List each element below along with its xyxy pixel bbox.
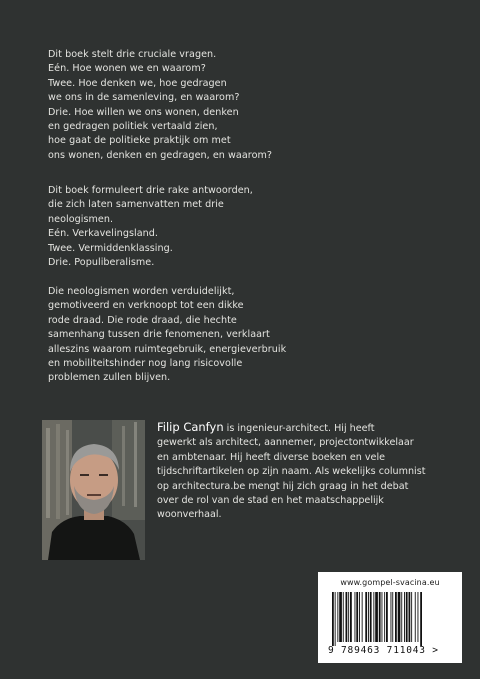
text-line: Eén. Hoe wonen we en waarom?: [48, 63, 206, 75]
bio-text: tijdschriftartikelen op zijn naam. Als wekelijks columnist: [157, 466, 426, 478]
isbn-digits: 9 789463 711043 >: [328, 645, 439, 656]
text-line: Eén. Verkavelingsland.: [48, 228, 159, 240]
bio-text: en ambtenaar. Hij heeft diverse boeken en vele: [157, 451, 386, 463]
intro-paragraph: [48, 48, 428, 163]
barcode-bar: [401, 592, 402, 642]
text-line: Twee. Vermiddenklassing.: [48, 242, 173, 254]
bio-first-line: [157, 420, 447, 436]
barcode-bar: [406, 592, 408, 642]
text-line: en gedragen politiek vertaald zien,: [48, 121, 218, 133]
barcode-bar: [355, 592, 356, 642]
author-portrait-svg: [42, 420, 145, 560]
text-line: Twee. Hoe denken we, hoe gedragen: [48, 77, 227, 89]
bio-text: woonverhaal.: [157, 509, 222, 521]
text-line: hoe gaat de politieke praktijk om met: [48, 135, 231, 147]
barcode-bar: [379, 592, 381, 642]
answers-paragraph: [48, 184, 428, 270]
barcode-bar: [415, 592, 416, 642]
barcode-bar: [356, 592, 358, 642]
barcode-bar: [409, 592, 411, 642]
text-line: alleszins waarom ruimtegebruik, energieverbruik: [48, 343, 287, 355]
barcode-bar: [368, 592, 369, 642]
text-line: Dit boek formuleert drie rake antwoorden,: [48, 185, 253, 196]
barcode-bar: [350, 592, 352, 642]
author-bio: [157, 420, 447, 523]
author-portrait-icon: [42, 420, 145, 560]
bio-text: over de rol van de stad en het maatschappelijk: [157, 495, 384, 507]
explanation-paragraph: [48, 285, 428, 386]
barcode-bar: [332, 592, 334, 646]
publisher-url: www.gompel-svacina.eu: [340, 578, 440, 587]
text-line: samenhang tussen drie fenomenen, verklaart: [48, 329, 270, 341]
barcode-bar: [375, 592, 378, 642]
barcode-bar: [392, 592, 393, 642]
barcode-bar: [370, 592, 372, 642]
text-line: problemen zullen blijven.: [48, 372, 171, 384]
text-line: en mobiliteitshinder nog lang risicovolle: [48, 358, 243, 370]
barcode-bar: [395, 592, 397, 642]
barcode-bar: [359, 592, 360, 642]
barcode-bar: [362, 592, 363, 642]
barcode-bar: [382, 592, 383, 642]
barcode-bar: [373, 592, 374, 642]
bio-text: op architectura.be mengt hij zich graag in het debat: [157, 480, 409, 492]
barcode-bar: [384, 592, 385, 642]
text-line: Die neologismen worden verduidelijkt,: [48, 286, 235, 297]
text-line: we ons in de samenleving, en waarom?: [48, 92, 240, 104]
barcode-bar: [365, 592, 367, 642]
text-line: Drie. Hoe willen we ons wonen, denken: [48, 106, 239, 118]
barcode-bar: [411, 592, 412, 642]
author-name: Filip Canfyn: [157, 420, 224, 434]
barcode-bar: [391, 592, 392, 642]
barcode-bar: [335, 592, 336, 646]
text-line: neologismen.: [48, 213, 114, 225]
barcode-bar: [343, 592, 344, 642]
barcode-bar: [339, 592, 342, 642]
barcode-bar: [404, 592, 405, 642]
barcode-bar: [418, 592, 419, 642]
barcode-bar: [398, 592, 401, 642]
barcode-bar: [386, 592, 388, 642]
text-line: ons wonen, denken en gedragen, en waarom?: [48, 149, 273, 161]
barcode-bar: [348, 592, 349, 642]
bio-text: is ingenieur-architect. Hij heeft: [223, 423, 375, 434]
text-line: die zich laten samenvatten met drie: [48, 199, 224, 211]
barcode-bar: [346, 592, 348, 642]
text-line: gemotiveerd en verknoopt tot een dikke: [48, 300, 244, 312]
barcode-bar: [337, 592, 338, 642]
text-line: Drie. Populiberalisme.: [48, 257, 155, 269]
bio-text: gewerkt als architect, aannemer, projectontwikkelaar: [157, 437, 414, 449]
isbn-barcode-box: [318, 572, 462, 663]
text-line: Dit boek stelt drie cruciale vragen.: [48, 49, 217, 60]
barcode-bar: [420, 592, 422, 646]
text-line: rode draad. Die rode draad, die hechte: [48, 314, 237, 326]
